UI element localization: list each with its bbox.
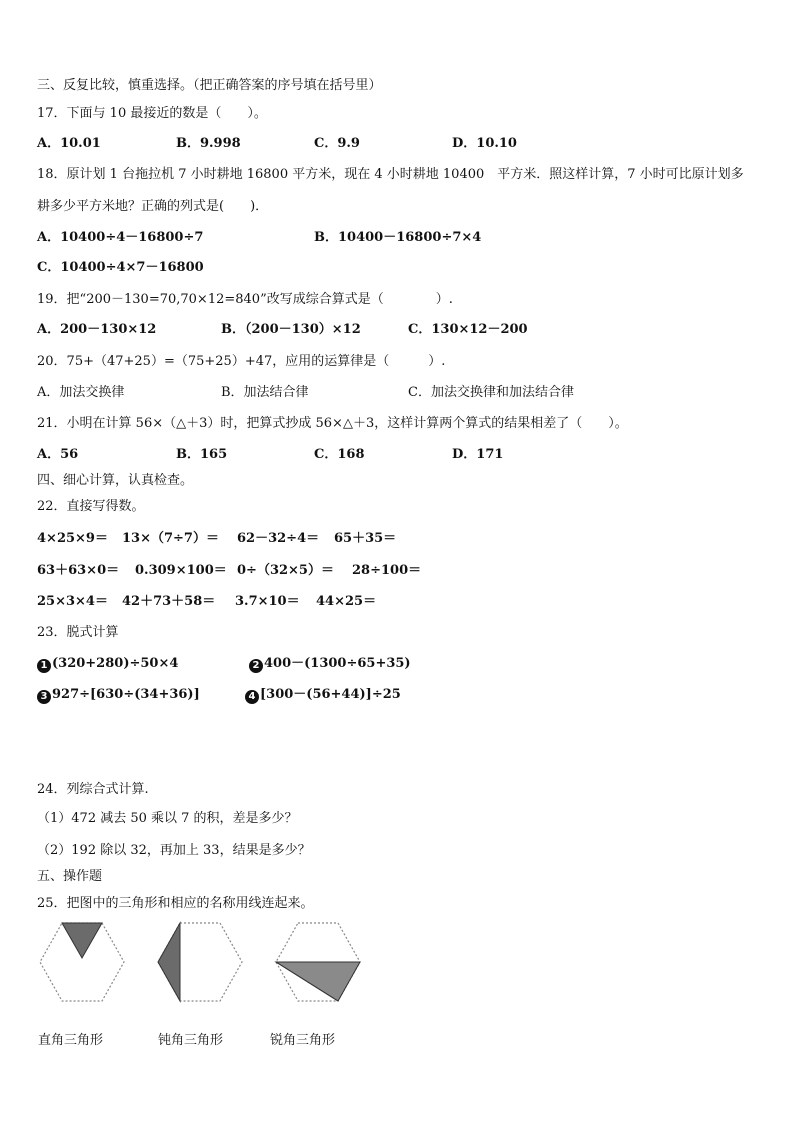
q18-option-c: C．10400÷4×7－16800 xyxy=(37,260,204,275)
q23-expr: (320+280)÷50×4 xyxy=(52,656,179,671)
q17-option-a: A．10.01 xyxy=(37,136,101,151)
q22-item: 62－32÷4＝ xyxy=(237,531,320,546)
q21-options xyxy=(0,447,794,463)
q22-item: 28÷100＝ xyxy=(352,563,422,578)
q19-option-a: A．200－130×12 xyxy=(37,322,157,337)
q22-item: 42＋73＋58＝ xyxy=(122,594,216,609)
q19-stem: 19．把“200－130=70,70×12=840”改写成综合算式是（ ）. xyxy=(37,292,453,307)
q21-stem: 21．小明在计算 56×（△＋3）时，把算式抄成 56×△＋3，这样计算两个算式的结果相差了（ ）。 xyxy=(37,416,628,431)
q23-item-3 xyxy=(37,687,200,704)
q20-option-c: C．加法交换律和加法结合律 xyxy=(408,385,574,400)
q23-expr: 927÷[630÷(34+36)] xyxy=(52,687,200,702)
label-acute-triangle: 锐角三角形 xyxy=(270,1033,336,1048)
q24-item-1: （1）472 减去 50 乘以 7 的积，差是多少？ xyxy=(37,811,298,826)
section-5-heading: 五、操作题 xyxy=(37,869,103,884)
q21-option-b: B．165 xyxy=(176,447,228,462)
q19-options xyxy=(0,322,794,338)
q23-row-1 xyxy=(0,656,794,672)
q18-option-b: B．10400－16800÷7×4 xyxy=(314,230,482,245)
hexagon-figure-3 xyxy=(276,923,360,1001)
label-right-triangle: 直角三角形 xyxy=(38,1033,104,1048)
hexagon-figure-1 xyxy=(40,923,124,1001)
circled-number-icon: 4 xyxy=(245,690,259,704)
section-4-heading: 四、细心计算，认真检查。 xyxy=(37,473,194,488)
circled-number-icon: 1 xyxy=(37,659,51,673)
q22-item: 13×（7÷7）＝ xyxy=(122,531,219,546)
q22-item: 63＋63×0＝ xyxy=(37,563,120,578)
q20-options xyxy=(0,385,794,401)
q19-option-b: B．（200－130）×12 xyxy=(221,322,361,337)
q25-figures xyxy=(30,920,370,1048)
q22-item: 0.309×100＝ xyxy=(135,563,227,578)
q23-expr: [300－(56+44)]÷25 xyxy=(260,687,401,702)
q19-option-c: C．130×12－200 xyxy=(408,322,528,337)
q22-title: 22．直接写得数。 xyxy=(37,499,145,514)
q22-row-1 xyxy=(0,531,794,547)
q22-item: 25×3×4＝ xyxy=(37,594,108,609)
q25-title: 25．把图中的三角形和相应的名称用线连起来。 xyxy=(37,896,314,911)
q17-option-d: D．10.10 xyxy=(452,136,517,151)
q17-stem: 17．下面与 10 最接近的数是（ ）。 xyxy=(37,106,267,121)
q21-option-a: A．56 xyxy=(37,447,79,462)
hexagon-figure-2 xyxy=(158,923,242,1001)
q23-expr: 400－(1300÷65+35) xyxy=(264,656,411,671)
q22-item: 0÷（32×5）＝ xyxy=(237,563,334,578)
q22-item: 65＋35＝ xyxy=(334,531,397,546)
q22-row-2 xyxy=(0,563,794,579)
q18-stem-line2: 耕多少平方米地？正确的列式是( )． xyxy=(37,199,269,214)
q18-options-row1 xyxy=(0,230,794,246)
q23-row-2 xyxy=(0,687,794,703)
section-3-heading: 三、反复比较，慎重选择。（把正确答案的序号填在括号里） xyxy=(37,78,382,93)
q18-option-a: A．10400÷4－16800÷7 xyxy=(37,230,204,245)
label-obtuse-triangle: 钝角三角形 xyxy=(158,1033,224,1048)
q18-options-row2 xyxy=(0,260,794,276)
q21-option-c: C．168 xyxy=(314,447,365,462)
q24-item-2: （2）192 除以 32，再加上 33，结果是多少？ xyxy=(37,843,311,858)
circled-number-icon: 3 xyxy=(37,690,51,704)
q20-option-a: A．加法交换律 xyxy=(37,385,125,400)
q23-title: 23．脱式计算 xyxy=(37,625,119,640)
q24-title: 24．列综合式计算. xyxy=(37,782,149,797)
q20-stem: 20．75+（47+25）=（75+25）+47，应用的运算律是（ ）. xyxy=(37,354,446,369)
q22-item: 3.7×10＝ xyxy=(235,594,300,609)
q17-option-b: B．9.998 xyxy=(176,136,241,151)
q22-item: 4×25×9＝ xyxy=(37,531,108,546)
q17-options xyxy=(0,136,794,152)
q17-option-c: C．9.9 xyxy=(314,136,360,151)
q21-option-d: D．171 xyxy=(452,447,504,462)
q18-stem-line1: 18．原计划 1 台拖拉机 7 小时耕地 16800 平方米，现在 4 小时耕地 10400 平方米．照这样计算，7 小时可比原计划多 xyxy=(37,167,744,182)
q20-option-b: B．加法结合律 xyxy=(221,385,309,400)
q23-item-1 xyxy=(37,656,178,673)
q22-row-3 xyxy=(0,594,794,610)
q23-item-4 xyxy=(245,687,401,704)
triangle-hexagons xyxy=(30,920,370,1006)
q22-item: 44×25＝ xyxy=(316,594,377,609)
circled-number-icon: 2 xyxy=(249,659,263,673)
q23-item-2 xyxy=(249,656,411,673)
